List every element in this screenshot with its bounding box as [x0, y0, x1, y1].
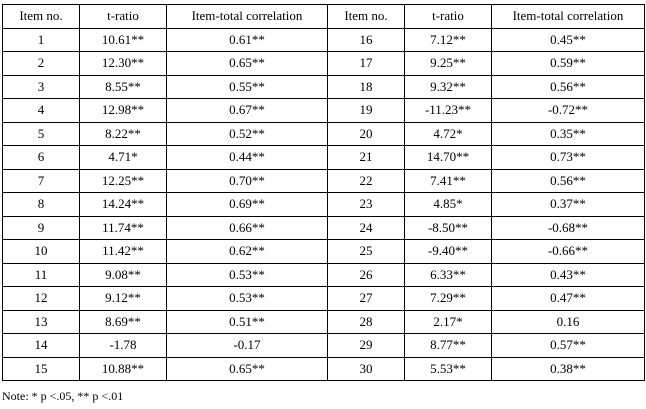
- t-ratio-cell: 12.98**: [80, 99, 167, 123]
- correlation-cell: 0.53**: [167, 263, 328, 287]
- t-ratio-cell: 12.30**: [80, 52, 167, 76]
- item-no-cell: 4: [3, 99, 80, 123]
- header-item-no: Item no.: [3, 5, 80, 29]
- t-ratio-cell: 2.17*: [405, 310, 492, 334]
- t-ratio-cell: -1.78: [80, 334, 167, 358]
- table-note: Note: * p <.05, ** p <.01: [2, 389, 124, 403]
- item-no-cell: 16: [328, 28, 405, 52]
- item-no-cell: 8: [3, 193, 80, 217]
- correlation-cell: 0.37**: [492, 193, 645, 217]
- correlation-cell: 0.67**: [167, 99, 328, 123]
- t-ratio-cell: 9.08**: [80, 263, 167, 287]
- table-row: [3, 52, 645, 76]
- correlation-cell: 0.59**: [492, 52, 645, 76]
- t-ratio-cell: -8.50**: [405, 216, 492, 240]
- correlation-cell: -0.66**: [492, 240, 645, 264]
- correlation-cell: -0.68**: [492, 216, 645, 240]
- t-ratio-cell: -9.40**: [405, 240, 492, 264]
- table-row: [3, 310, 645, 334]
- table-body: [3, 28, 645, 381]
- table-row: [3, 240, 645, 264]
- t-ratio-cell: 4.71*: [80, 146, 167, 170]
- table-row: [3, 357, 645, 381]
- t-ratio-cell: 7.41**: [405, 169, 492, 193]
- t-ratio-cell: 4.85*: [405, 193, 492, 217]
- t-ratio-cell: 9.32**: [405, 75, 492, 99]
- header-t-ratio: t-ratio: [405, 5, 492, 29]
- item-no-cell: 29: [328, 334, 405, 358]
- table-row: [3, 75, 645, 99]
- item-no-cell: 1: [3, 28, 80, 52]
- correlation-cell: 0.56**: [492, 169, 645, 193]
- correlation-cell: -0.72**: [492, 99, 645, 123]
- header-item-no: Item no.: [328, 5, 405, 29]
- t-ratio-cell: 8.22**: [80, 122, 167, 146]
- item-no-cell: 18: [328, 75, 405, 99]
- table-row: [3, 28, 645, 52]
- item-no-cell: 17: [328, 52, 405, 76]
- correlation-cell: 0.38**: [492, 357, 645, 381]
- item-no-cell: 14: [3, 334, 80, 358]
- item-no-cell: 25: [328, 240, 405, 264]
- item-no-cell: 6: [3, 146, 80, 170]
- header-row: [3, 5, 645, 29]
- item-no-cell: 2: [3, 52, 80, 76]
- item-no-cell: 3: [3, 75, 80, 99]
- item-no-cell: 11: [3, 263, 80, 287]
- item-no-cell: 30: [328, 357, 405, 381]
- t-ratio-cell: 11.74**: [80, 216, 167, 240]
- correlation-cell: 0.53**: [167, 287, 328, 311]
- correlation-cell: 0.57**: [492, 334, 645, 358]
- correlation-cell: 0.66**: [167, 216, 328, 240]
- header-t-ratio: t-ratio: [80, 5, 167, 29]
- correlation-cell: 0.69**: [167, 193, 328, 217]
- item-no-cell: 28: [328, 310, 405, 334]
- t-ratio-cell: 11.42**: [80, 240, 167, 264]
- item-no-cell: 27: [328, 287, 405, 311]
- header-item-total-correlation: Item-total correlation: [167, 5, 328, 29]
- item-no-cell: 19: [328, 99, 405, 123]
- correlation-cell: 0.51**: [167, 310, 328, 334]
- item-no-cell: 9: [3, 216, 80, 240]
- t-ratio-cell: 10.61**: [80, 28, 167, 52]
- item-no-cell: 22: [328, 169, 405, 193]
- correlation-cell: 0.65**: [167, 357, 328, 381]
- t-ratio-cell: 9.25**: [405, 52, 492, 76]
- item-no-cell: 15: [3, 357, 80, 381]
- table-row: [3, 169, 645, 193]
- t-ratio-cell: 10.88**: [80, 357, 167, 381]
- item-no-cell: 24: [328, 216, 405, 240]
- table-row: [3, 287, 645, 311]
- t-ratio-cell: 7.29**: [405, 287, 492, 311]
- t-ratio-cell: 9.12**: [80, 287, 167, 311]
- t-ratio-cell: 8.69**: [80, 310, 167, 334]
- item-no-cell: 10: [3, 240, 80, 264]
- correlation-cell: 0.62**: [167, 240, 328, 264]
- correlation-cell: 0.65**: [167, 52, 328, 76]
- item-analysis-table: [2, 4, 645, 381]
- item-no-cell: 13: [3, 310, 80, 334]
- t-ratio-cell: 5.53**: [405, 357, 492, 381]
- item-no-cell: 21: [328, 146, 405, 170]
- item-no-cell: 12: [3, 287, 80, 311]
- t-ratio-cell: 7.12**: [405, 28, 492, 52]
- t-ratio-cell: 8.77**: [405, 334, 492, 358]
- correlation-cell: 0.44**: [167, 146, 328, 170]
- t-ratio-cell: -11.23**: [405, 99, 492, 123]
- table-row: [3, 193, 645, 217]
- correlation-cell: 0.55**: [167, 75, 328, 99]
- header-item-total-correlation: Item-total correlation: [492, 5, 645, 29]
- table-row: [3, 263, 645, 287]
- correlation-cell: 0.35**: [492, 122, 645, 146]
- correlation-cell: -0.17: [167, 334, 328, 358]
- t-ratio-cell: 12.25**: [80, 169, 167, 193]
- table-row: [3, 146, 645, 170]
- correlation-cell: 0.70**: [167, 169, 328, 193]
- correlation-cell: 0.52**: [167, 122, 328, 146]
- table-row: [3, 99, 645, 123]
- correlation-cell: 0.45**: [492, 28, 645, 52]
- correlation-cell: 0.61**: [167, 28, 328, 52]
- correlation-cell: 0.43**: [492, 263, 645, 287]
- t-ratio-cell: 14.24**: [80, 193, 167, 217]
- item-no-cell: 26: [328, 263, 405, 287]
- correlation-cell: 0.47**: [492, 287, 645, 311]
- table-row: [3, 216, 645, 240]
- correlation-cell: 0.16: [492, 310, 645, 334]
- table-row: [3, 122, 645, 146]
- t-ratio-cell: 14.70**: [405, 146, 492, 170]
- item-no-cell: 23: [328, 193, 405, 217]
- t-ratio-cell: 6.33**: [405, 263, 492, 287]
- t-ratio-cell: 8.55**: [80, 75, 167, 99]
- table-header: [3, 5, 645, 29]
- item-no-cell: 5: [3, 122, 80, 146]
- item-no-cell: 20: [328, 122, 405, 146]
- correlation-cell: 0.56**: [492, 75, 645, 99]
- correlation-cell: 0.73**: [492, 146, 645, 170]
- table-row: [3, 334, 645, 358]
- item-no-cell: 7: [3, 169, 80, 193]
- t-ratio-cell: 4.72*: [405, 122, 492, 146]
